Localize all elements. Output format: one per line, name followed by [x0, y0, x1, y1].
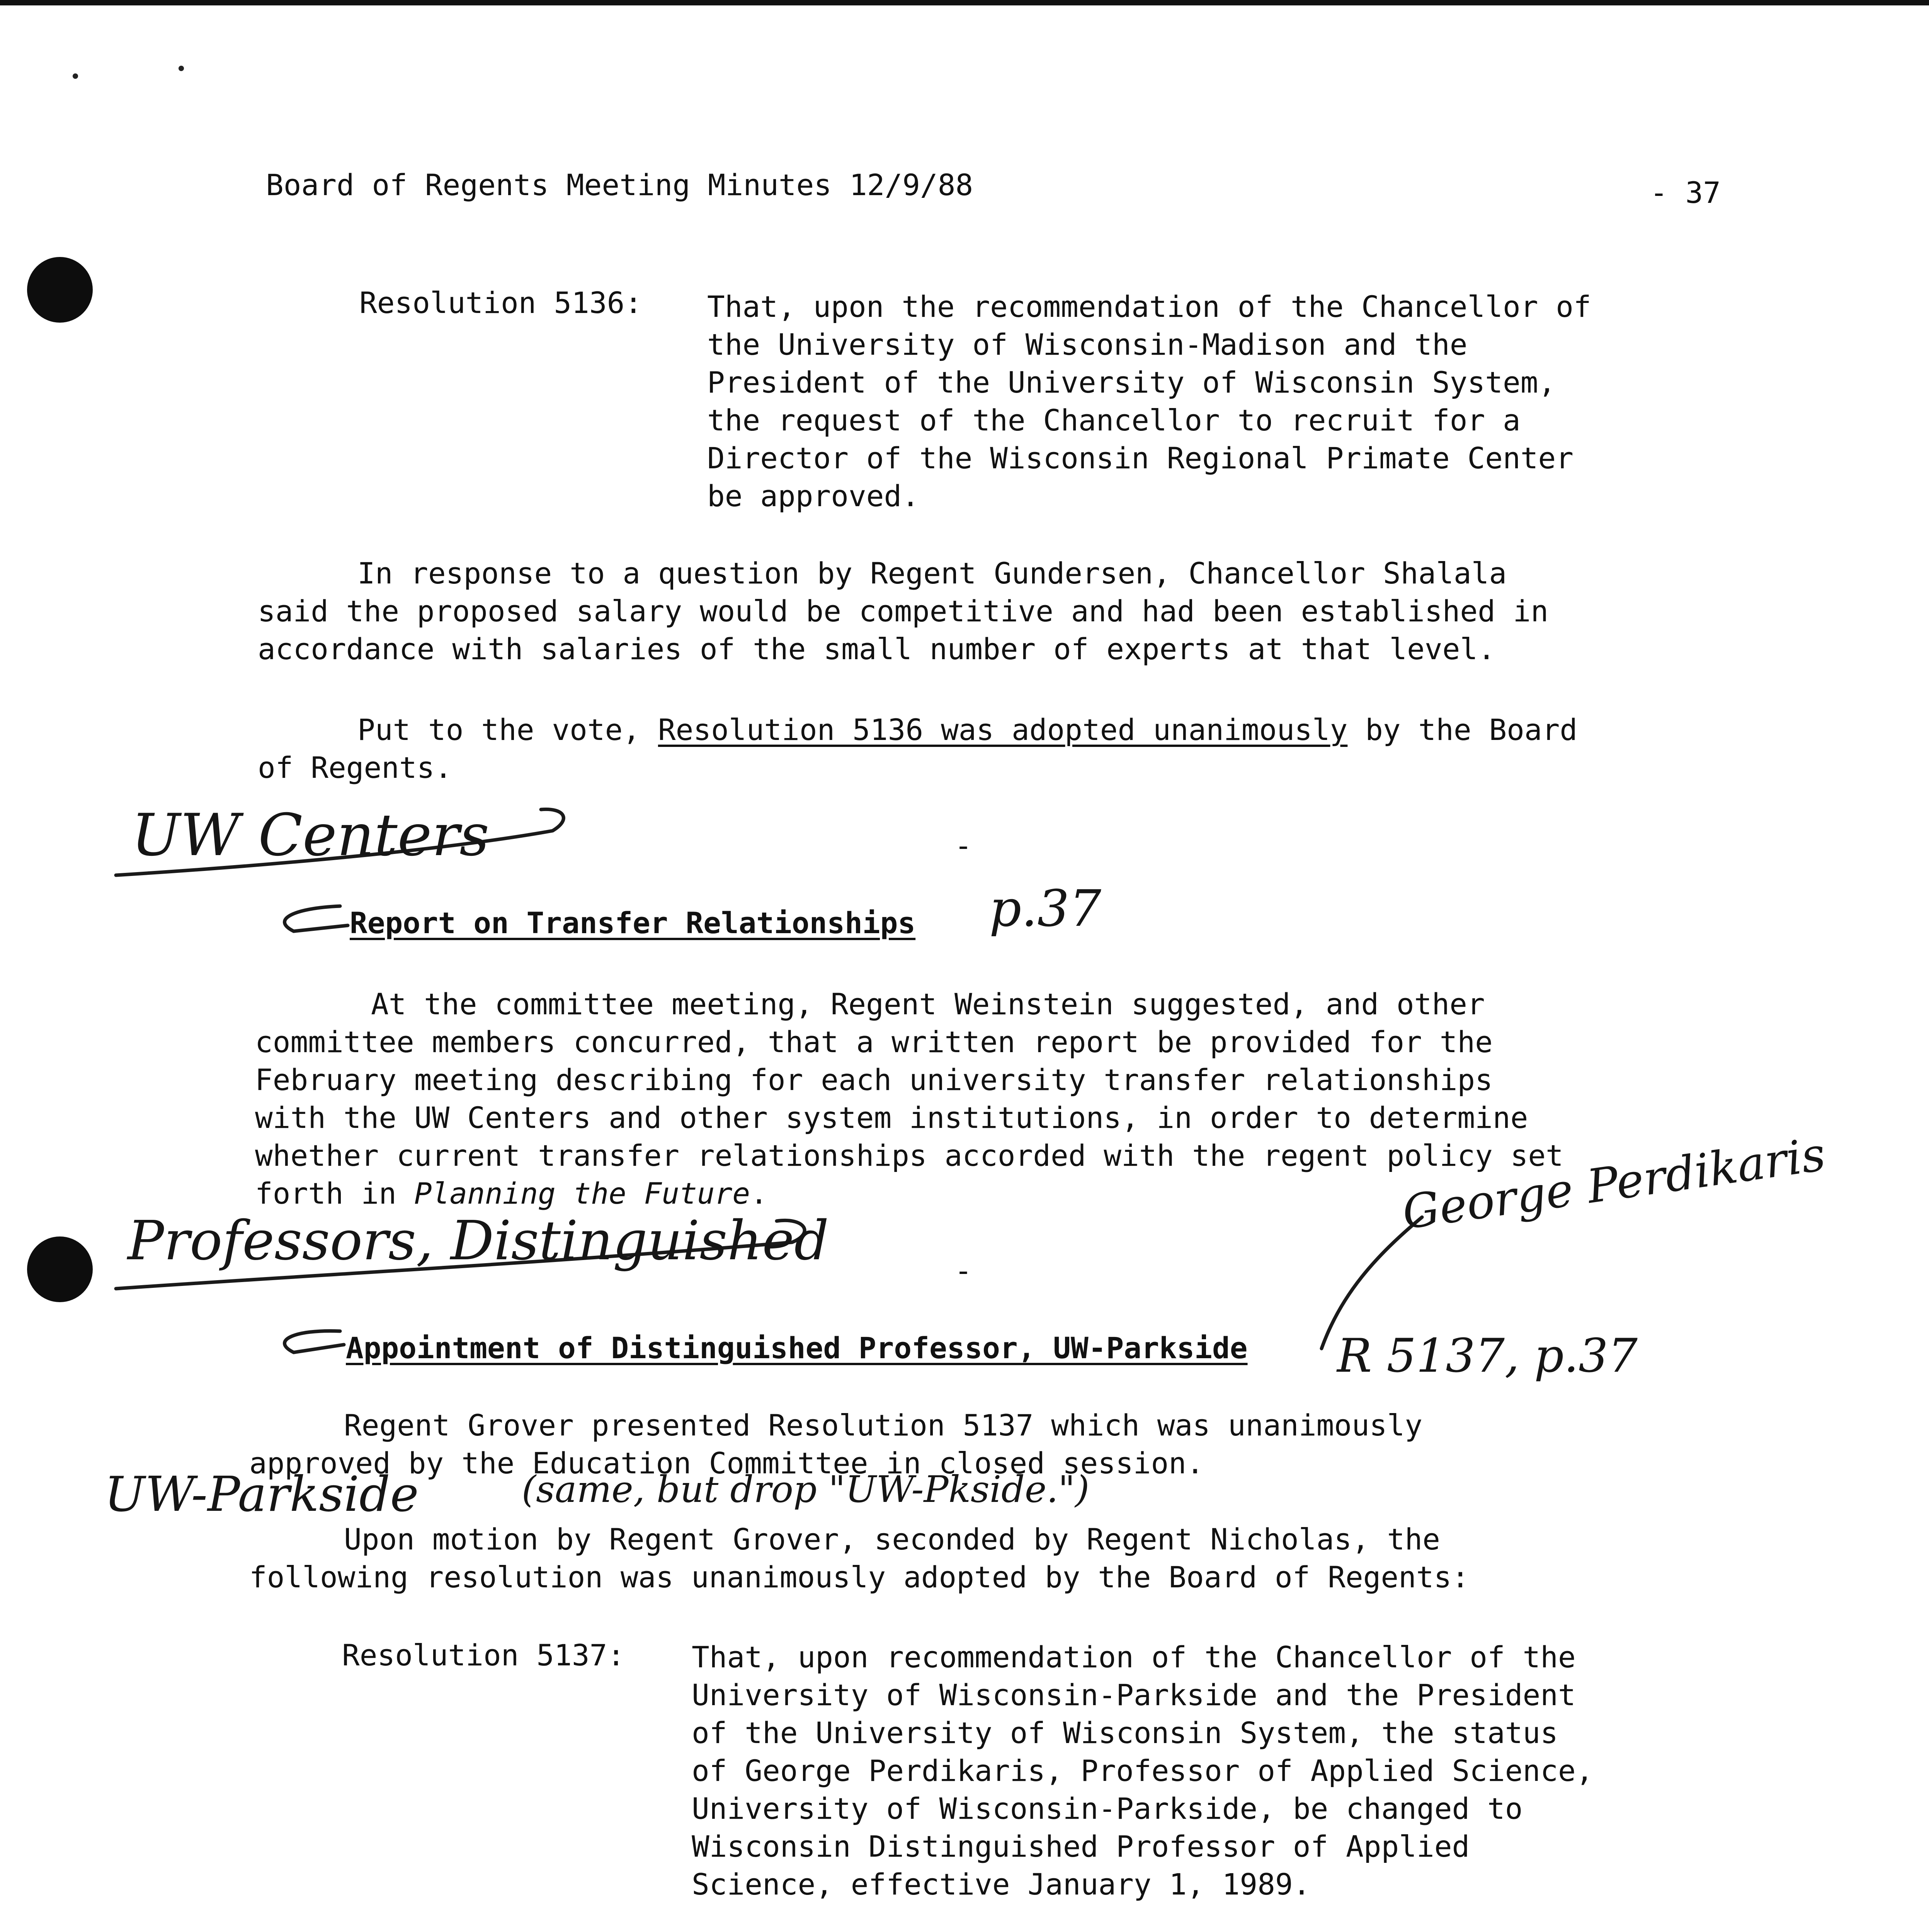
- paragraph-line: Regent Grover presented Resolution 5137 which was unanimously: [344, 1408, 1423, 1442]
- separator-dash: -: [954, 828, 972, 863]
- annotation-r5137: R 5137, p.37: [1337, 1329, 1638, 1383]
- annotation-page-ref: p.37: [989, 879, 1101, 938]
- arrow-stroke: [284, 906, 348, 931]
- paragraph-line: Upon motion by Regent Grover, seconded by Regent Nicholas, the: [344, 1522, 1440, 1556]
- paragraph-line: accordance with salaries of the small number of experts at that level.: [258, 632, 1495, 666]
- paragraph-line: following resolution was unanimously adopted by the Board of Regents:: [249, 1560, 1470, 1594]
- professor-heading: Appointment of Distinguished Professor, UW-Parkside: [346, 1331, 1248, 1365]
- resolution-5136-line: the University of Wisconsin-Madison and the: [707, 327, 1468, 362]
- resolution-5137-line: of George Perdikaris, Professor of Applied Science,: [692, 1753, 1594, 1788]
- annotation-professors-distinguished: Professors, Distinguished: [128, 1209, 829, 1272]
- resolution-5137-line: Science, effective January 1, 1989.: [692, 1867, 1311, 1901]
- resolution-5136-label: Resolution 5136:: [359, 286, 643, 320]
- text-span: forth in: [255, 1176, 414, 1211]
- arrow-stroke: [284, 1331, 344, 1352]
- vote-line-2: of Regents.: [258, 750, 452, 785]
- vote-result-underlined: Resolution 5136 was adopted unanimously: [658, 713, 1348, 747]
- transfer-heading: Report on Transfer Relationships: [350, 906, 916, 940]
- resolution-5137-line: That, upon recommendation of the Chancellor of the: [692, 1640, 1576, 1674]
- resolution-5136-line: Director of the Wisconsin Regional Primate Center: [707, 441, 1574, 475]
- resolution-5137-label: Resolution 5137:: [342, 1638, 625, 1672]
- paragraph-line: said the proposed salary would be competitive and had been established in: [258, 594, 1549, 628]
- annotation-uw-centers: UW Centers: [131, 802, 490, 869]
- text-span: .: [750, 1176, 768, 1211]
- separator-dash: -: [954, 1253, 972, 1288]
- resolution-5137-line: University of Wisconsin-Parkside, be changed to: [692, 1791, 1523, 1826]
- resolution-5136-line: be approved.: [707, 479, 920, 513]
- paragraph-line: At the committee meeting, Regent Weinstein suggested, and other: [371, 987, 1485, 1021]
- resolution-5136-line: That, upon the recommendation of the Chancellor of: [707, 289, 1591, 324]
- resolution-5137-line: University of Wisconsin-Parkside and the President: [692, 1678, 1576, 1712]
- paragraph-line: with the UW Centers and other system institutions, in order to determine: [255, 1100, 1528, 1135]
- annotation-parkside-note: (same, but drop "UW-Pkside."): [522, 1468, 1090, 1511]
- resolution-5136-line: President of the University of Wisconsin System,: [707, 365, 1556, 400]
- paragraph-line: February meeting describing for each university transfer relationships: [255, 1063, 1493, 1097]
- book-title: Planning the Future: [414, 1176, 750, 1211]
- paragraph-line: In response to a question by Regent Gundersen, Chancellor Shalala: [357, 556, 1507, 590]
- resolution-5136-line: the request of the Chancellor to recruit for a: [707, 403, 1521, 437]
- vote-suffix: by the Board: [1347, 713, 1578, 747]
- paragraph-line: whether current transfer relationships accorded with the regent policy set: [255, 1138, 1563, 1173]
- page-number: - 37: [1650, 175, 1721, 210]
- paragraph-line: approved by the Education Committee in closed session.: [249, 1446, 1204, 1480]
- document-title: Board of Regents Meeting Minutes 12/9/88: [266, 168, 973, 202]
- annotation-george-perdikaris: George Perdikaris: [1399, 1127, 1829, 1240]
- resolution-5137-line: Wisconsin Distinguished Professor of Applied: [692, 1829, 1470, 1864]
- vote-prefix: Put to the vote,: [357, 713, 658, 747]
- resolution-5137-line: of the University of Wisconsin System, the status: [692, 1716, 1558, 1750]
- paragraph-line: committee members concurred, that a written report be provided for the: [255, 1025, 1493, 1059]
- annotation-uw-parkside: UW-Parkside: [104, 1466, 419, 1522]
